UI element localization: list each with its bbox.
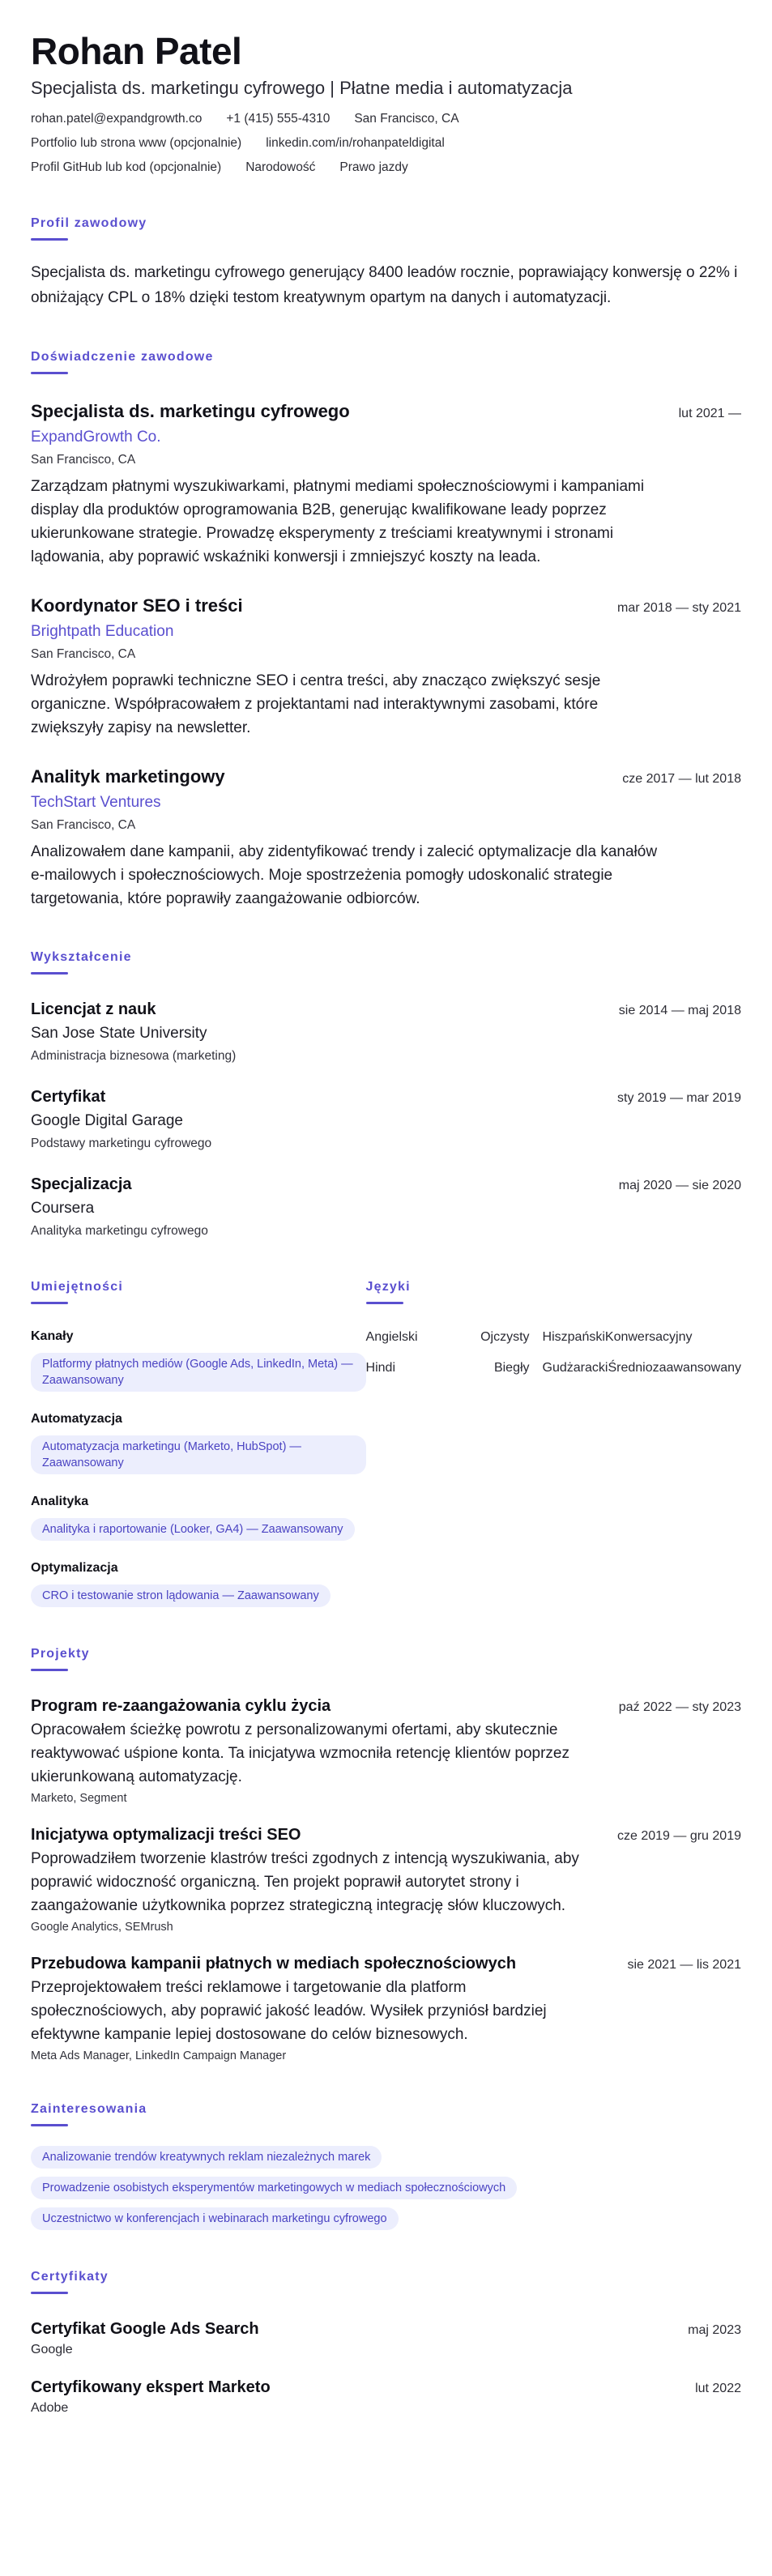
section-title: Certyfikaty	[31, 2270, 109, 2284]
project-tools: Meta Ads Manager, LinkedIn Campaign Manager	[31, 2049, 287, 2062]
language-name: Hindi	[365, 1361, 395, 1375]
section-divider	[31, 1669, 68, 1671]
skill-category: Kanały	[31, 1329, 74, 1343]
skills-languages-row	[31, 1279, 741, 1607]
education-date: maj 2020 — sie 2020	[618, 1179, 741, 1192]
section-divider	[366, 1302, 403, 1304]
job-location: San Francisco, CA	[31, 647, 136, 661]
section-title: Języki	[365, 1280, 411, 1294]
school-name: Google Digital Garage	[31, 1112, 183, 1129]
skill-category: Automatyzacja	[31, 1412, 122, 1426]
certificate-issuer: Google	[31, 2343, 73, 2356]
profile-section	[31, 215, 741, 310]
job-title: Koordynator SEO i treści	[31, 595, 243, 616]
languages-table	[366, 1329, 741, 1377]
project-tools: Google Analytics, SEMrush	[31, 1921, 173, 1934]
company-name: ExpandGrowth Co.	[31, 429, 161, 446]
job-date: mar 2018 — sty 2021	[617, 601, 741, 615]
certificate-date: lut 2022	[695, 2382, 741, 2395]
project-date: paź 2022 — sty 2023	[618, 1700, 741, 1714]
section-divider	[31, 238, 68, 241]
interests-section	[31, 2101, 741, 2230]
language-extra: GudżarackiŚredniozaawansowany	[542, 1361, 741, 1375]
project-name: Przebudowa kampanii płatnych w mediach społecznościowych	[31, 1955, 517, 1973]
company-name: Brightpath Education	[31, 623, 174, 640]
language-level: Ojczysty	[480, 1330, 530, 1344]
language-extra: HiszpańskiKonwersacyjny	[542, 1330, 693, 1344]
section-title: Profil zawodowy	[31, 216, 147, 230]
project-tools: Marketo, Segment	[31, 1792, 127, 1805]
certificates-section	[31, 2269, 741, 2416]
language-level: Biegły	[493, 1361, 530, 1375]
certificate-item	[31, 2318, 741, 2357]
experience-section	[31, 349, 741, 911]
contact-row	[31, 159, 741, 177]
skill-category: Optymalizacja	[31, 1561, 118, 1575]
project-item	[31, 1695, 741, 1805]
degree: Specjalizacja	[31, 1175, 132, 1193]
job-title: Specjalista ds. marketingu cyfrowego	[31, 401, 350, 421]
project-name: Program re-zaangażowania cyklu życia	[31, 1697, 331, 1715]
job-title: Analityk marketingowy	[31, 766, 225, 787]
linkedin-link[interactable]: linkedin.com/in/rohanpateldigital	[266, 136, 445, 150]
education-section	[31, 949, 741, 1240]
project-description: Poprowadziłem tworzenie klastrów treści zgodnych z intencją wyszukiwania, aby poprawić widoczność organiczną. Ten projekt poprawił autorytet strony i zaangażowanie użytkownika poprzez strategiczną integrację słów kluczowych.	[31, 1850, 579, 1914]
phone-link[interactable]: +1 (415) 555-4310	[226, 112, 331, 126]
section-divider	[31, 1302, 68, 1304]
section-title: Zainteresowania	[31, 2102, 147, 2116]
skills-section	[31, 1279, 366, 1607]
field-of-study: Analityka marketingu cyfrowego	[31, 1224, 208, 1238]
degree: Certyfikat	[31, 1088, 106, 1106]
field-of-study: Podstawy marketingu cyfrowego	[31, 1137, 212, 1150]
education-item	[31, 1086, 741, 1153]
certificate-issuer: Adobe	[31, 2401, 69, 2415]
section-divider	[31, 2124, 68, 2126]
interest-tag: Prowadzenie osobistych eksperymentów marketingowych w mediach społecznościowych	[31, 2177, 517, 2199]
section-title: Doświadczenie zawodowe	[31, 350, 214, 364]
projects-section	[31, 1646, 741, 2062]
section-divider	[31, 972, 68, 975]
project-description: Przeprojektowałem treści reklamowe i targetowanie dla platform społecznościowych, aby poprawić jakość leadów. Wysiłek przyniósł bardziej efektywne kampanie lepiej dostosowane do celów biznesowych.	[31, 1979, 547, 2043]
certificate-date: maj 2023	[688, 2323, 741, 2337]
contact-row	[31, 110, 741, 128]
github-link[interactable]: Profil GitHub lub kod (opcjonalnie)	[31, 160, 222, 174]
section-title: Wykształcenie	[31, 950, 132, 964]
project-name: Inicjatywa optymalizacji treści SEO	[31, 1826, 301, 1844]
job-description: Wdrożyłem poprawki techniczne SEO i centra treści, aby znacząco zwiększyć sesje organiczne. Współpracowałem z projektantami nad interaktywnymi zasobami, które zwiększyły zapisy na newsletter.	[31, 672, 601, 736]
education-date: sie 2014 — maj 2018	[618, 1004, 741, 1017]
job-description: Analizowałem dane kampanii, aby zidentyfikować trendy i zalecić optymalizacje dla kanałów e-mailowych i społecznościowych. Moje spostrzeżenia pomogły udoskonalić strategie targetowania, które poprawiły zaangażowanie odbiorców.	[31, 843, 658, 907]
experience-item	[31, 595, 741, 740]
company-name: TechStart Ventures	[31, 794, 161, 811]
field-of-study: Administracja biznesowa (marketing)	[31, 1049, 237, 1063]
degree: Licencjat z nauk	[31, 1000, 156, 1018]
skill-category: Analityka	[31, 1495, 89, 1508]
skill-tag: CRO i testowanie stron lądowania — Zaawansowany	[31, 1584, 331, 1607]
nationality-text: Narodowość	[245, 160, 316, 174]
section-divider	[31, 372, 68, 374]
email-link[interactable]: rohan.patel@expandgrowth.co	[31, 112, 203, 126]
interest-tag: Uczestnictwo w konferencjach i webinarach marketingu cyfrowego	[31, 2207, 399, 2230]
project-description: Opracowałem ścieżkę powrotu z personalizowanymi ofertami, aby skutecznie reaktywować uśpione konta. Ta inicjatywa wzmocniła retencję klientów poprzez ukierunkowaną automatyzację.	[31, 1721, 569, 1785]
school-name: Coursera	[31, 1200, 95, 1217]
certificate-name: Certyfikat Google Ads Search	[31, 2320, 259, 2338]
candidate-name: Rohan Patel	[31, 30, 242, 72]
school-name: San Jose State University	[31, 1025, 207, 1042]
project-item	[31, 1953, 741, 2062]
contact-row	[31, 134, 741, 152]
project-date: sie 2021 — lis 2021	[627, 1958, 741, 1972]
portfolio-link[interactable]: Portfolio lub strona www (opcjonalnie)	[31, 136, 242, 150]
profile-summary: Specjalista ds. marketingu cyfrowego generujący 8400 leadów rocznie, poprawiający konwersję o 22% i obniżający CPL o 18% dzięki testom kreatywnym opartym na danych i automatyzacji.	[31, 264, 738, 306]
languages-section	[366, 1279, 741, 1607]
skill-tag: Platformy płatnych mediów (Google Ads, LinkedIn, Meta) — Zaawansowany	[31, 1353, 366, 1392]
location-text: San Francisco, CA	[354, 112, 459, 126]
education-item	[31, 1174, 741, 1240]
certificate-item	[31, 2377, 741, 2416]
project-date: cze 2019 — gru 2019	[617, 1829, 741, 1843]
experience-item	[31, 766, 741, 911]
job-date: lut 2021 —	[678, 407, 741, 420]
project-item	[31, 1824, 741, 1934]
language-row	[366, 1359, 741, 1377]
section-title: Umiejętności	[31, 1280, 123, 1294]
job-location: San Francisco, CA	[31, 453, 136, 467]
job-date: cze 2017 — lut 2018	[622, 772, 741, 786]
interest-list	[31, 2146, 741, 2230]
skill-tag: Analityka i raportowanie (Looker, GA4) — Zaawansowany	[31, 1518, 355, 1541]
experience-item	[31, 400, 741, 569]
certificate-name: Certyfikowany ekspert Marketo	[31, 2378, 271, 2396]
section-title: Projekty	[31, 1647, 90, 1661]
section-divider	[31, 2292, 68, 2294]
education-date: sty 2019 — mar 2019	[617, 1091, 741, 1105]
education-item	[31, 999, 741, 1065]
driving-license-text: Prawo jazdy	[339, 160, 408, 174]
job-location: San Francisco, CA	[31, 818, 136, 832]
language-row	[366, 1329, 741, 1346]
language-name: Angielski	[365, 1330, 418, 1344]
job-description: Zarządzam płatnymi wyszukiwarkami, płatnymi mediami społecznościowymi i kampaniami display dla produktów oprogramowania B2B, generując kwalifikowane leady poprzez ukierunkowane strategie. Prowadzę eksperymenty z treściami kreatywnymi i stronami lądowania, aby poprawić wskaźniki konwersji i zmniejszyć koszty na leada.	[31, 478, 645, 565]
skill-tag: Automatyzacja marketingu (Marketo, HubSpot) — Zaawansowany	[31, 1435, 366, 1474]
headline: Specjalista ds. marketingu cyfrowego | Płatne media i automatyzacja	[31, 78, 573, 98]
interest-tag: Analizowanie trendów kreatywnych reklam niezależnych marek	[31, 2146, 382, 2169]
